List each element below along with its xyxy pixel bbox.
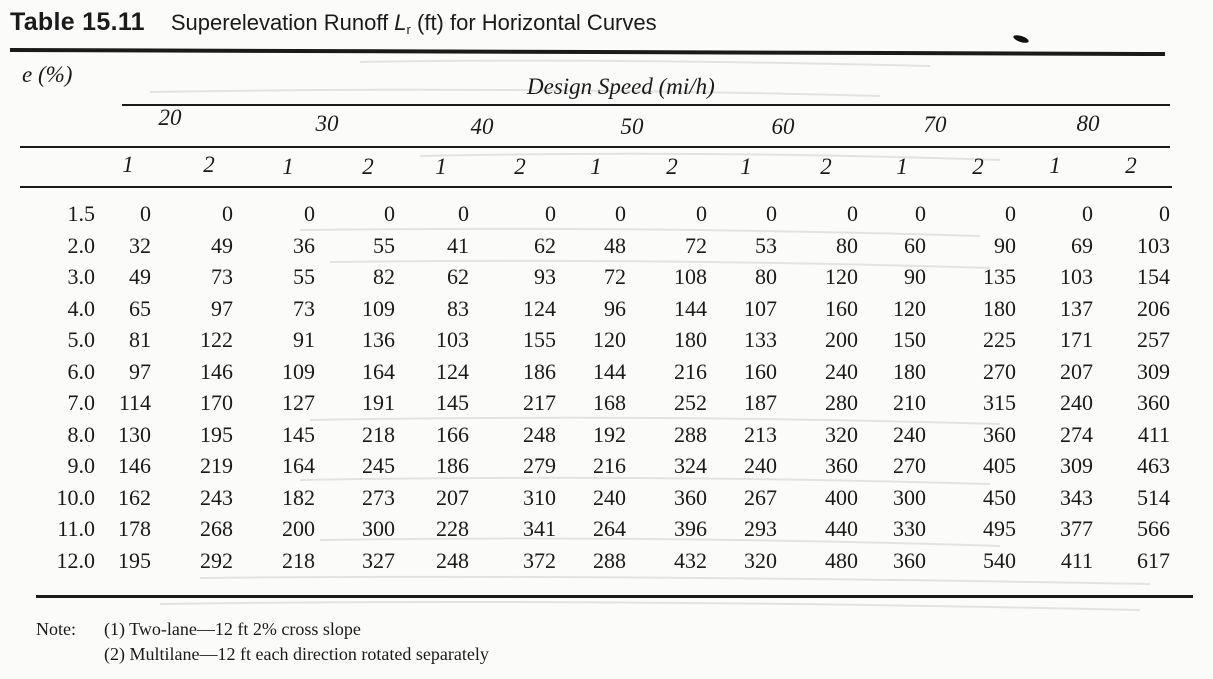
e-value-cell: 1.5 — [67, 201, 95, 226]
speed-header: 40 — [470, 114, 494, 139]
runoff-value-cell: 341 — [523, 516, 556, 541]
runoff-value-cell: 164 — [282, 453, 315, 478]
runoff-value-cell: 396 — [674, 516, 707, 541]
runoff-value-cell: 135 — [983, 264, 1016, 289]
runoff-value-cell: 127 — [282, 390, 315, 415]
runoff-value-cell: 137 — [1060, 295, 1093, 321]
runoff-value-cell: 225 — [983, 327, 1016, 352]
runoff-value-cell: 122 — [200, 327, 233, 352]
runoff-value-cell: 60 — [904, 232, 926, 258]
runoff-value-cell: 145 — [282, 421, 315, 447]
runoff-value-cell: 109 — [282, 358, 315, 384]
runoff-value-cell: 80 — [836, 232, 858, 258]
runoff-value-cell: 280 — [825, 390, 858, 415]
runoff-value-cell: 293 — [744, 516, 777, 541]
runoff-value-cell: 315 — [983, 390, 1016, 415]
table-row — [0, 233, 1213, 264]
table-row — [0, 201, 1213, 232]
runoff-value-cell: 180 — [893, 358, 926, 384]
runoff-value-cell: 72 — [685, 232, 707, 258]
runoff-value-cell: 90 — [994, 232, 1016, 258]
runoff-value-cell: 144 — [593, 358, 626, 384]
e-value-cell: 11.0 — [57, 516, 95, 541]
runoff-value-cell: 243 — [200, 484, 233, 510]
runoff-value-cell: 0 — [1005, 201, 1016, 226]
runoff-value-cell: 377 — [1060, 516, 1093, 541]
table-row — [0, 516, 1213, 547]
runoff-value-cell: 267 — [744, 484, 777, 510]
runoff-value-cell: 270 — [983, 358, 1016, 384]
speed-header: 60 — [771, 114, 795, 139]
runoff-value-cell: 109 — [362, 295, 395, 321]
runoff-value-cell: 160 — [744, 358, 777, 384]
lane-header: 2 — [666, 154, 678, 179]
runoff-value-cell: 0 — [696, 201, 707, 226]
e-value-cell: 10.0 — [56, 484, 95, 510]
runoff-value-cell: 411 — [1060, 547, 1093, 573]
table-row — [0, 422, 1213, 453]
runoff-value-cell: 162 — [118, 484, 151, 510]
runoff-value-cell: 73 — [293, 295, 315, 321]
lane-header: 2 — [972, 154, 984, 179]
speed-header: 50 — [620, 114, 644, 139]
runoff-value-cell: 292 — [200, 547, 233, 573]
runoff-value-cell: 216 — [674, 358, 707, 384]
runoff-value-cell: 0 — [847, 201, 858, 226]
runoff-value-cell: 480 — [825, 547, 858, 573]
runoff-value-cell: 48 — [604, 232, 626, 258]
runoff-value-cell: 133 — [744, 327, 777, 352]
table-row — [0, 264, 1213, 295]
runoff-value-cell: 170 — [200, 390, 233, 415]
runoff-value-cell: 0 — [615, 201, 626, 226]
runoff-value-cell: 178 — [118, 516, 151, 541]
e-value-cell: 7.0 — [67, 390, 95, 415]
runoff-value-cell: 514 — [1137, 484, 1170, 510]
runoff-value-cell: 411 — [1137, 421, 1170, 447]
lane-header: 2 — [203, 152, 215, 177]
lane-rule — [20, 146, 1170, 148]
e-value-cell: 4.0 — [67, 295, 95, 321]
runoff-value-cell: 360 — [983, 421, 1016, 447]
runoff-value-cell: 200 — [282, 516, 315, 541]
runoff-value-cell: 49 — [129, 264, 151, 289]
runoff-value-cell: 55 — [293, 264, 315, 289]
runoff-value-cell: 0 — [384, 201, 395, 226]
lane-header: 2 — [1125, 153, 1137, 178]
table-caption: Superelevation Runoff $L_r$ (ft) for Horizontal Curves — [170, 10, 657, 37]
runoff-value-cell: 206 — [1137, 295, 1170, 321]
e-value-cell: 3.0 — [67, 264, 95, 289]
table-row — [0, 390, 1213, 421]
runoff-value-cell: 495 — [983, 516, 1016, 541]
runoff-value-cell: 82 — [373, 264, 395, 289]
table-title — [10, 8, 657, 37]
runoff-value-cell: 168 — [593, 390, 626, 415]
ink-mark — [1012, 34, 1029, 45]
runoff-value-cell: 136 — [362, 327, 395, 352]
runoff-value-cell: 80 — [755, 264, 777, 289]
runoff-value-cell: 186 — [436, 453, 469, 478]
runoff-value-cell: 540 — [983, 547, 1016, 573]
runoff-value-cell: 248 — [436, 547, 469, 573]
runoff-value-cell: 186 — [523, 358, 556, 384]
runoff-value-cell: 0 — [766, 201, 777, 226]
runoff-value-cell: 327 — [362, 547, 395, 573]
note-line-1 — [36, 617, 489, 642]
runoff-value-cell: 36 — [293, 232, 315, 258]
runoff-value-cell: 360 — [893, 547, 926, 573]
runoff-value-cell: 218 — [362, 421, 395, 447]
runoff-value-cell: 240 — [893, 421, 926, 447]
speed-header: 30 — [315, 111, 339, 136]
e-value-cell: 5.0 — [67, 327, 95, 352]
runoff-value-cell: 240 — [593, 484, 626, 510]
lane-header: 2 — [820, 154, 832, 179]
runoff-value-cell: 103 — [1060, 264, 1093, 289]
runoff-value-cell: 41 — [447, 232, 469, 258]
lane-header: 1 — [435, 154, 447, 179]
runoff-value-cell: 160 — [825, 295, 858, 321]
runoff-value-cell: 310 — [523, 484, 556, 510]
runoff-value-cell: 440 — [825, 516, 858, 541]
runoff-value-cell: 103 — [1137, 232, 1170, 258]
runoff-value-cell: 180 — [983, 295, 1016, 321]
table-row — [0, 359, 1213, 390]
runoff-value-cell: 240 — [1060, 390, 1093, 415]
runoff-value-cell: 617 — [1137, 547, 1170, 573]
runoff-value-cell: 240 — [825, 358, 858, 384]
table-row — [0, 485, 1213, 516]
runoff-value-cell: 0 — [915, 201, 926, 226]
e-value-cell: 12.0 — [56, 547, 95, 573]
lane-header: 1 — [590, 154, 602, 179]
lane-header: 1 — [896, 154, 908, 179]
runoff-value-cell: 49 — [211, 232, 233, 258]
runoff-value-cell: 450 — [983, 484, 1016, 510]
runoff-value-cell: 155 — [523, 327, 556, 352]
lane-header: 2 — [362, 154, 374, 179]
runoff-value-cell: 62 — [534, 232, 556, 258]
runoff-value-cell: 171 — [1060, 327, 1093, 352]
table-row — [0, 453, 1213, 484]
runoff-value-cell: 73 — [211, 264, 233, 289]
runoff-value-cell: 192 — [593, 421, 626, 447]
runoff-value-cell: 114 — [118, 390, 151, 415]
lane-header: 1 — [122, 152, 134, 177]
runoff-value-cell: 195 — [118, 547, 151, 573]
runoff-value-cell: 268 — [200, 516, 233, 541]
e-value-cell: 6.0 — [67, 358, 95, 384]
runoff-value-cell: 309 — [1060, 453, 1093, 478]
runoff-value-cell: 32 — [129, 232, 151, 258]
runoff-value-cell: 273 — [362, 484, 395, 510]
table-number: Table 15.11 — [10, 8, 145, 36]
note-text: (1) Two-lane—12 ft 2% cross slope — [104, 619, 361, 639]
header-bottom-rule — [20, 186, 1172, 188]
runoff-value-cell: 180 — [674, 327, 707, 352]
runoff-value-cell: 0 — [304, 201, 315, 226]
runoff-value-cell: 124 — [436, 358, 469, 384]
lane-header: 1 — [1049, 153, 1061, 178]
runoff-value-cell: 0 — [545, 201, 556, 226]
runoff-value-cell: 566 — [1137, 516, 1170, 541]
runoff-value-cell: 0 — [222, 201, 233, 226]
runoff-value-cell: 90 — [904, 264, 926, 289]
lane-header: 2 — [514, 154, 526, 179]
runoff-value-cell: 154 — [1137, 264, 1170, 289]
runoff-value-cell: 120 — [593, 327, 626, 352]
runoff-value-cell: 166 — [436, 421, 469, 447]
runoff-value-cell: 240 — [744, 453, 777, 478]
runoff-value-cell: 182 — [282, 484, 315, 510]
runoff-value-cell: 372 — [523, 547, 556, 573]
runoff-value-cell: 320 — [744, 547, 777, 573]
runoff-value-cell: 270 — [893, 453, 926, 478]
runoff-value-cell: 130 — [118, 421, 151, 447]
note-label: Note: — [36, 619, 76, 639]
runoff-value-cell: 195 — [200, 421, 233, 447]
runoff-value-cell: 324 — [674, 453, 707, 478]
runoff-value-cell: 53 — [755, 232, 777, 258]
design-speed-header: Design Speed (mi/h) — [527, 74, 715, 99]
runoff-value-cell: 343 — [1060, 484, 1093, 510]
runoff-value-cell: 300 — [362, 516, 395, 541]
runoff-value-cell: 330 — [893, 516, 926, 541]
runoff-value-cell: 81 — [129, 327, 151, 352]
bottom-rule — [36, 595, 1193, 598]
runoff-value-cell: 360 — [825, 453, 858, 478]
runoff-value-cell: 300 — [893, 484, 926, 510]
lane-header: 1 — [740, 154, 752, 179]
runoff-value-cell: 274 — [1060, 421, 1093, 447]
runoff-value-cell: 288 — [593, 547, 626, 573]
runoff-value-cell: 144 — [674, 295, 707, 321]
runoff-value-cell: 150 — [893, 327, 926, 352]
runoff-value-cell: 463 — [1137, 453, 1170, 478]
note-line-2 — [36, 642, 489, 667]
runoff-value-cell: 248 — [523, 421, 556, 447]
runoff-value-cell: 108 — [674, 264, 707, 289]
runoff-value-cell: 72 — [604, 264, 626, 289]
runoff-value-cell: 360 — [674, 484, 707, 510]
runoff-value-cell: 187 — [744, 390, 777, 415]
runoff-value-cell: 405 — [983, 453, 1016, 478]
speed-header: 80 — [1076, 111, 1100, 136]
runoff-value-cell: 146 — [118, 453, 151, 478]
runoff-value-cell: 146 — [200, 358, 233, 384]
runoff-value-cell: 210 — [893, 390, 926, 415]
runoff-value-cell: 400 — [825, 484, 858, 510]
e-value-cell: 9.0 — [67, 453, 95, 478]
runoff-value-cell: 120 — [893, 295, 926, 321]
runoff-value-cell: 217 — [523, 390, 556, 415]
e-value-cell: 2.0 — [67, 232, 95, 258]
runoff-value-cell: 257 — [1137, 327, 1170, 352]
runoff-value-cell: 200 — [825, 327, 858, 352]
table-note — [36, 617, 489, 667]
runoff-value-cell: 69 — [1071, 232, 1093, 258]
runoff-value-cell: 279 — [523, 453, 556, 478]
runoff-value-cell: 97 — [129, 358, 151, 384]
runoff-value-cell: 320 — [825, 421, 858, 447]
table-row — [0, 548, 1213, 579]
runoff-value-cell: 218 — [282, 547, 315, 573]
runoff-value-cell: 83 — [447, 295, 469, 321]
runoff-value-cell: 288 — [674, 421, 707, 447]
runoff-value-cell: 264 — [593, 516, 626, 541]
note-text: (2) Multilane—12 ft each direction rotated separately — [104, 644, 489, 664]
runoff-value-cell: 245 — [362, 453, 395, 478]
runoff-value-cell: 145 — [436, 390, 469, 415]
runoff-value-cell: 164 — [362, 358, 395, 384]
runoff-value-cell: 219 — [200, 453, 233, 478]
runoff-value-cell: 65 — [129, 295, 151, 321]
runoff-value-cell: 91 — [293, 327, 315, 352]
speed-header: 20 — [158, 105, 182, 130]
runoff-value-cell: 0 — [140, 201, 151, 226]
runoff-value-cell: 432 — [674, 547, 707, 573]
e-percent-header: e (%) — [22, 62, 73, 87]
runoff-value-cell: 0 — [458, 201, 469, 226]
top-rule — [10, 48, 1165, 56]
runoff-value-cell: 213 — [744, 421, 777, 447]
runoff-value-cell: 309 — [1137, 358, 1170, 384]
runoff-value-cell: 0 — [1159, 201, 1170, 226]
runoff-value-cell: 252 — [674, 390, 707, 415]
runoff-value-cell: 216 — [593, 453, 626, 478]
runoff-value-cell: 191 — [362, 390, 395, 415]
runoff-value-cell: 360 — [1137, 390, 1170, 415]
speed-header: 70 — [923, 112, 947, 137]
e-value-cell: 8.0 — [67, 421, 95, 447]
table-row — [0, 327, 1213, 358]
runoff-value-cell: 207 — [1060, 358, 1093, 384]
runoff-value-cell: 55 — [373, 232, 395, 258]
runoff-value-cell: 0 — [1082, 201, 1093, 226]
runoff-value-cell: 120 — [825, 264, 858, 289]
speed-rule — [122, 104, 1170, 106]
runoff-value-cell: 228 — [436, 516, 469, 541]
runoff-value-cell: 103 — [436, 327, 469, 352]
lane-header: 1 — [282, 154, 294, 179]
runoff-value-cell: 93 — [534, 264, 556, 289]
runoff-value-cell: 107 — [744, 295, 777, 321]
table-row — [0, 296, 1213, 327]
runoff-value-cell: 62 — [447, 264, 469, 289]
runoff-value-cell: 207 — [436, 484, 469, 510]
runoff-value-cell: 96 — [604, 295, 626, 321]
runoff-value-cell: 124 — [523, 295, 556, 321]
runoff-value-cell: 97 — [211, 295, 233, 321]
